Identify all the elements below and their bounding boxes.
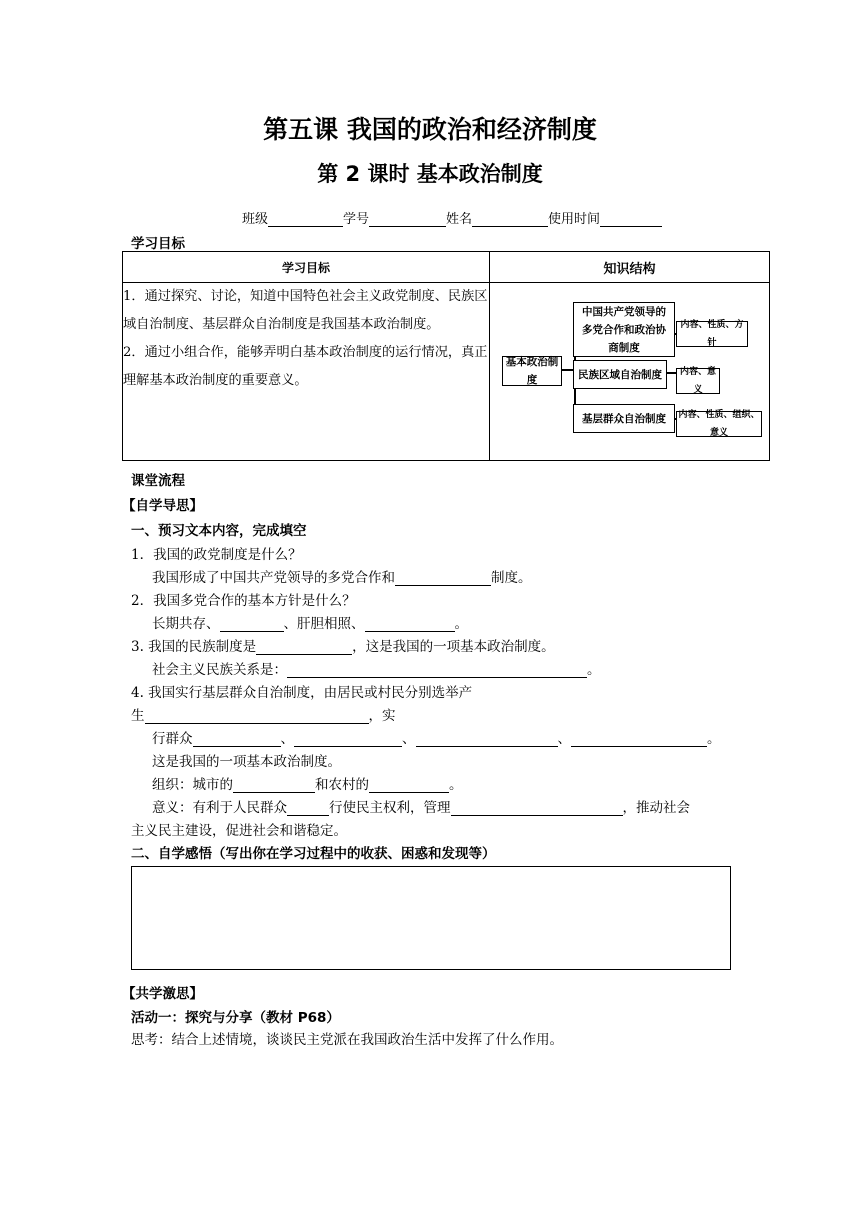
answer-1-text: 我国形成了中国共产党领导的多党合作和: [152, 570, 395, 586]
part1-heading: 一、预习文本内容，完成填空: [131, 523, 307, 539]
answer-3b-end: 。: [587, 662, 601, 678]
blank-2a[interactable]: [220, 617, 284, 632]
question-4e: [152, 773, 463, 793]
question-4e-text: 组织：城市的: [152, 777, 233, 793]
question-4f-text: 意义：有利于人民群众: [152, 800, 287, 816]
question-4e-mid: 和农村的: [315, 777, 369, 793]
answer-2-mid: 、肝胆相照、: [283, 616, 365, 632]
blank-4b[interactable]: [193, 732, 281, 747]
answer-2: [152, 612, 468, 632]
activity1-text: 思考：结合上述情境，谈谈民主党派在我国政治生活中发挥了什么作用。: [131, 1032, 563, 1048]
question-4b-end: ，实: [368, 708, 396, 724]
blank-4i[interactable]: [451, 801, 623, 816]
answer-1: [152, 566, 532, 586]
question-4: 4. 我国实行基层群众自治制度，由居民或村民分别选举产: [131, 685, 473, 701]
blank-2b[interactable]: [365, 617, 455, 632]
time-blank[interactable]: [600, 212, 662, 227]
question-1: 1．我国的政党制度是什么？: [131, 547, 302, 563]
time-label: 使用时间: [548, 212, 601, 227]
class-label: 班级: [242, 212, 269, 227]
co-study-heading: 【共学激思】: [122, 986, 203, 1002]
blank-4c[interactable]: [294, 732, 402, 747]
question-4c-end: 。: [707, 731, 721, 747]
answer-2-end: 。: [454, 616, 468, 632]
name-blank[interactable]: [472, 212, 548, 227]
sep-2: 、: [402, 731, 416, 747]
diagram-branch3-leaf: 内容、性质、组织、意义: [676, 411, 762, 437]
question-4f: [152, 796, 690, 816]
sep-3: 、: [557, 731, 571, 747]
student-info-line: [242, 208, 662, 227]
objectives-table: [122, 251, 770, 461]
question-4e-end: 。: [449, 777, 463, 793]
diagram-branch1-box: 中国共产党领导的多党合作和政治协商制度: [573, 302, 675, 357]
question-3-end: ，这是我国的一项基本政治制度。: [352, 639, 555, 655]
blank-4h[interactable]: [287, 801, 329, 816]
question-2: 2．我国多党合作的基本方针是什么？: [131, 593, 356, 609]
class-blank[interactable]: [268, 212, 343, 227]
sep-1: 、: [280, 731, 294, 747]
knowledge-structure-diagram: [490, 283, 770, 461]
goal-2: 2．通过小组合作，能够弄明白基本政治制度的运行情况，真正理解基本政治制度的重要意义。: [123, 345, 488, 388]
question-4f-mid: 行使民主权利，管理: [329, 800, 451, 816]
diagram-branch3-box: 基层群众自治制度: [573, 404, 675, 433]
activity1-heading: 活动一：探究与分享（教材 P68）: [131, 1010, 340, 1026]
question-4c: [152, 727, 721, 747]
blank-3b[interactable]: [287, 663, 587, 678]
blank-1[interactable]: [395, 571, 491, 586]
question-4f-end: ，推动社会: [622, 800, 690, 816]
blank-4e[interactable]: [571, 732, 707, 747]
lesson-title: 第五课 我国的政治和经济制度: [263, 115, 597, 144]
col-header-structure: 知识结构: [490, 252, 770, 283]
answer-1-end: 制度。: [491, 570, 532, 586]
connector-root: [560, 369, 574, 371]
lesson-subtitle: 第 2 课时 基本政治制度: [317, 162, 543, 186]
question-3: [131, 635, 555, 655]
blank-4a[interactable]: [145, 709, 369, 724]
name-label: 姓名: [446, 212, 473, 227]
number-label: 学号: [343, 212, 370, 227]
objectives-cell: [123, 283, 490, 461]
self-study-heading: 【自学导思】: [122, 498, 203, 514]
flow-heading: 课堂流程: [131, 473, 185, 489]
objectives-heading: 学习目标: [131, 236, 185, 252]
question-3-text: 3. 我国的民族制度是: [131, 639, 257, 655]
blank-4d[interactable]: [416, 732, 558, 747]
blank-4g[interactable]: [369, 778, 449, 793]
question-4g: 主义民主建设，促进社会和谐稳定。: [131, 823, 347, 839]
part2-heading: 二、自学感悟（写出你在学习过程中的收获、困惑和发现等）: [131, 846, 496, 862]
answer-3b: [152, 658, 601, 678]
goal-1: 1．通过探究、讨论，知道中国特色社会主义政党制度、民族区域自治制度、基层群众自治制度是我国基本政治制度。: [123, 289, 488, 332]
diagram-branch1-leaf: 内容、性质、方针: [676, 321, 748, 347]
answer-3b-text: 社会主义民族关系是：: [152, 662, 287, 678]
answer-2-text: 长期共存、: [152, 616, 220, 632]
blank-3a[interactable]: [256, 640, 352, 655]
question-4c-text: 行群众: [152, 731, 193, 747]
reflection-answer-box[interactable]: [131, 866, 731, 970]
question-4b-text: 生: [131, 708, 145, 724]
col-header-objectives: 学习目标: [123, 252, 490, 283]
blank-4f[interactable]: [233, 778, 315, 793]
question-4b: [131, 704, 396, 724]
number-blank[interactable]: [369, 212, 446, 227]
diagram-branch2-box: 民族区域自治制度: [573, 360, 667, 389]
question-4d: 这是我国的一项基本政治制度。: [152, 754, 341, 770]
diagram-root-box: 基本政治制度: [502, 356, 562, 386]
diagram-branch2-leaf: 内容、意义: [676, 368, 720, 394]
